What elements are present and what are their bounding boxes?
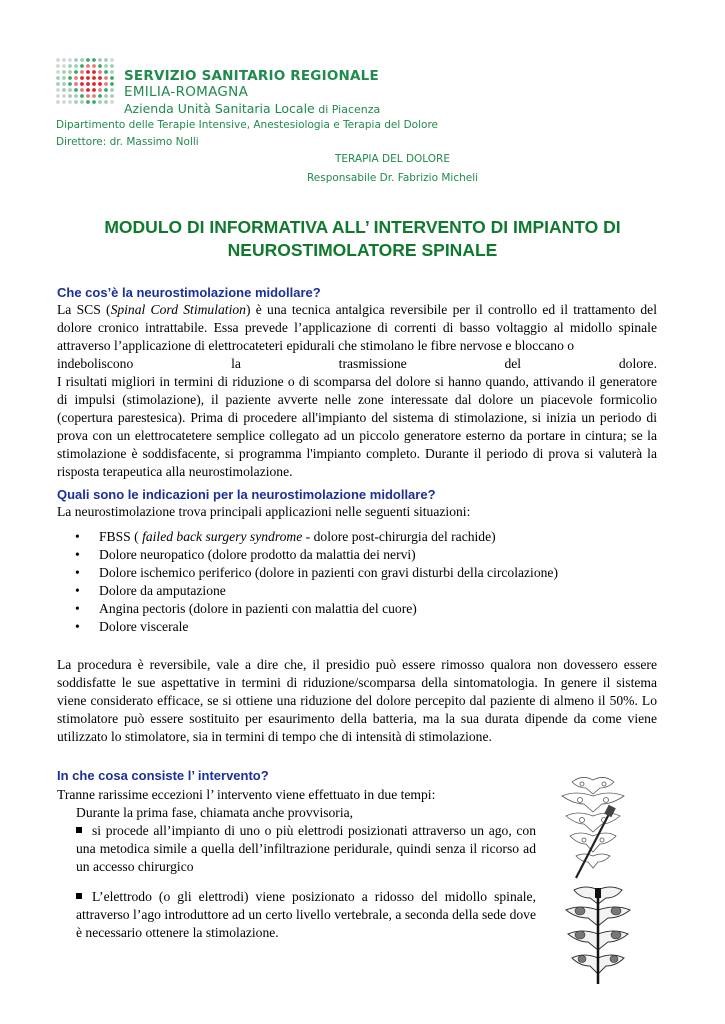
org-line-2: EMILIA-ROMAGNA (124, 84, 249, 100)
spine-electrode-illustration-icon (560, 884, 636, 988)
text-run: L’elettrodo (o gli elettrodi) viene posizionato a ridosso del midollo spinale, attraverso l’ago introduttore ad un certo livello vertebrale, a seconda della sede dove è necessario ottenere la stimolazione. (76, 889, 536, 940)
text-run: - dolore post-chirurgia del rachide) (302, 529, 496, 544)
procedure-step-2 (76, 888, 536, 942)
emphasis-text: failed back surgery syndrome (142, 529, 303, 544)
org-line-3-city: di Piacenza (314, 103, 381, 116)
list-item: • Dolore ischemico periferico (dolore in pazienti con gravi disturbi della circolazione) (57, 564, 558, 582)
section-what-is-body (57, 301, 657, 481)
text-run: La SCS ( (57, 302, 111, 317)
ausl-logo-icon (55, 52, 115, 112)
list-item: • Dolore viscerale (57, 618, 558, 636)
text-run: si procede all’impianto di uno o più elettrodi posizionati attraverso un ago, con una metodica simile a quella dell’infiltrazione peridurale, quindi senza il ricorso ad un accesso chirurgico (76, 823, 536, 874)
text-run: ) è una tecnica antalgica reversibile per il controllo ed il trattamento del dolore cronico intrattabile. Essa prevede l’applicazione di correnti di basso voltaggio al midollo spinale attraverso l’applicazione di elettrocateteri epidurali che stimolano le fibre nervose e bloccano o (57, 302, 657, 353)
procedure-phase: Durante la prima fase, chiamata anche provvisoria, (76, 805, 354, 820)
procedure-step-1 (76, 822, 536, 876)
square-bullet-icon (76, 827, 82, 833)
section-heading-what-is: Che cos’è la neurostimolazione midollare? (57, 285, 321, 300)
list-item: • Dolore neuropatico (dolore prodotto da malattia dei nervi) (57, 546, 558, 564)
indications-list (57, 528, 558, 636)
org-line-3-main: Azienda Unità Sanitaria Locale (124, 101, 315, 116)
org-line-1: SERVIZIO SANITARIO REGIONALE (124, 68, 379, 84)
org-line-3 (124, 100, 380, 118)
title-line-2: NEUROSTIMOLATORE SPINALE (227, 240, 498, 260)
department-name: Dipartimento delle Terapie Intensive, Anestesiologia e Terapia del Dolore (56, 119, 438, 131)
director-name: Direttore: dr. Massimo Nolli (56, 136, 199, 148)
list-item: • Angina pectoris (dolore in pazienti con malattia del cuore) (57, 600, 558, 618)
list-item (57, 528, 558, 546)
step-text (76, 822, 536, 876)
procedure-intro: Tranne rarissime eccezioni l’ intervento viene effettuato in due tempi: (57, 787, 436, 802)
emphasis-text: Spinal Cord Stimulation (110, 302, 246, 317)
spine-needle-illustration-icon (552, 772, 634, 880)
section-heading-indications: Quali sono le indicazioni per la neurostimolazione midollare? (57, 487, 436, 502)
text-run: FBSS ( (99, 529, 143, 544)
unit-head: Responsabile Dr. Fabrizio Micheli (306, 172, 479, 184)
paragraph-results: I risultati migliori in termini di riduzione o di scomparsa del dolore si hanno quando, attivando il generatore di impulsi (stimolazione), il paziente avverte nelle zone interessate dal dolore un piacevole formicolio (copertura parestesica). Prima di procedere all'impianto del sistema di stimolazione, si inizia un periodo di prova con un elettrocatetere semplice collegato ad un piccolo generatore esterno da portare in cintura; se la stimolazione è soddisfacente, si programma l'impianto completo. Durante il periodo di prova si valuterà la risposta terapeutica alla neurostimolazione. (57, 374, 657, 479)
section-heading-procedure: In che cosa consiste l’ intervento? (57, 768, 269, 783)
department-block (56, 117, 438, 151)
unit-name: TERAPIA DEL DOLORE (335, 153, 450, 165)
list-item: • Dolore da amputazione (57, 582, 558, 600)
paragraph-scs-definition (57, 301, 657, 355)
indications-intro: La neurostimolazione trova principali applicazioni nelle seguenti situazioni: (57, 504, 471, 519)
step-text (76, 888, 536, 942)
paragraph-scs-definition-end: indeboliscono la trasmissione del dolore. (57, 356, 657, 371)
paragraph-reversibility: La procedura è reversibile, vale a dire che, il presidio può essere rimosso qualora non dovessero essere soddisfatte le sue aspettative in termini di riduzione/scomparsa della sintomatologia. In genere il sistema viene considerato efficace, se si ottiene una riduzione del dolore percepito dal paziente di almeno il 50%. Lo stimolatore può essere sostituito per esaurimento della batteria, ma la sua durata dipende da come viene utilizzato lo stimolatore, sia in termini di tempo che di intensità di stimolazione. (57, 657, 657, 744)
title-line-1: MODULO DI INFORMATIVA ALL’ INTERVENTO DI IMPIANTO DI (104, 217, 621, 237)
square-bullet-icon (76, 893, 82, 899)
document-title (40, 216, 685, 262)
organization-block (124, 68, 380, 118)
